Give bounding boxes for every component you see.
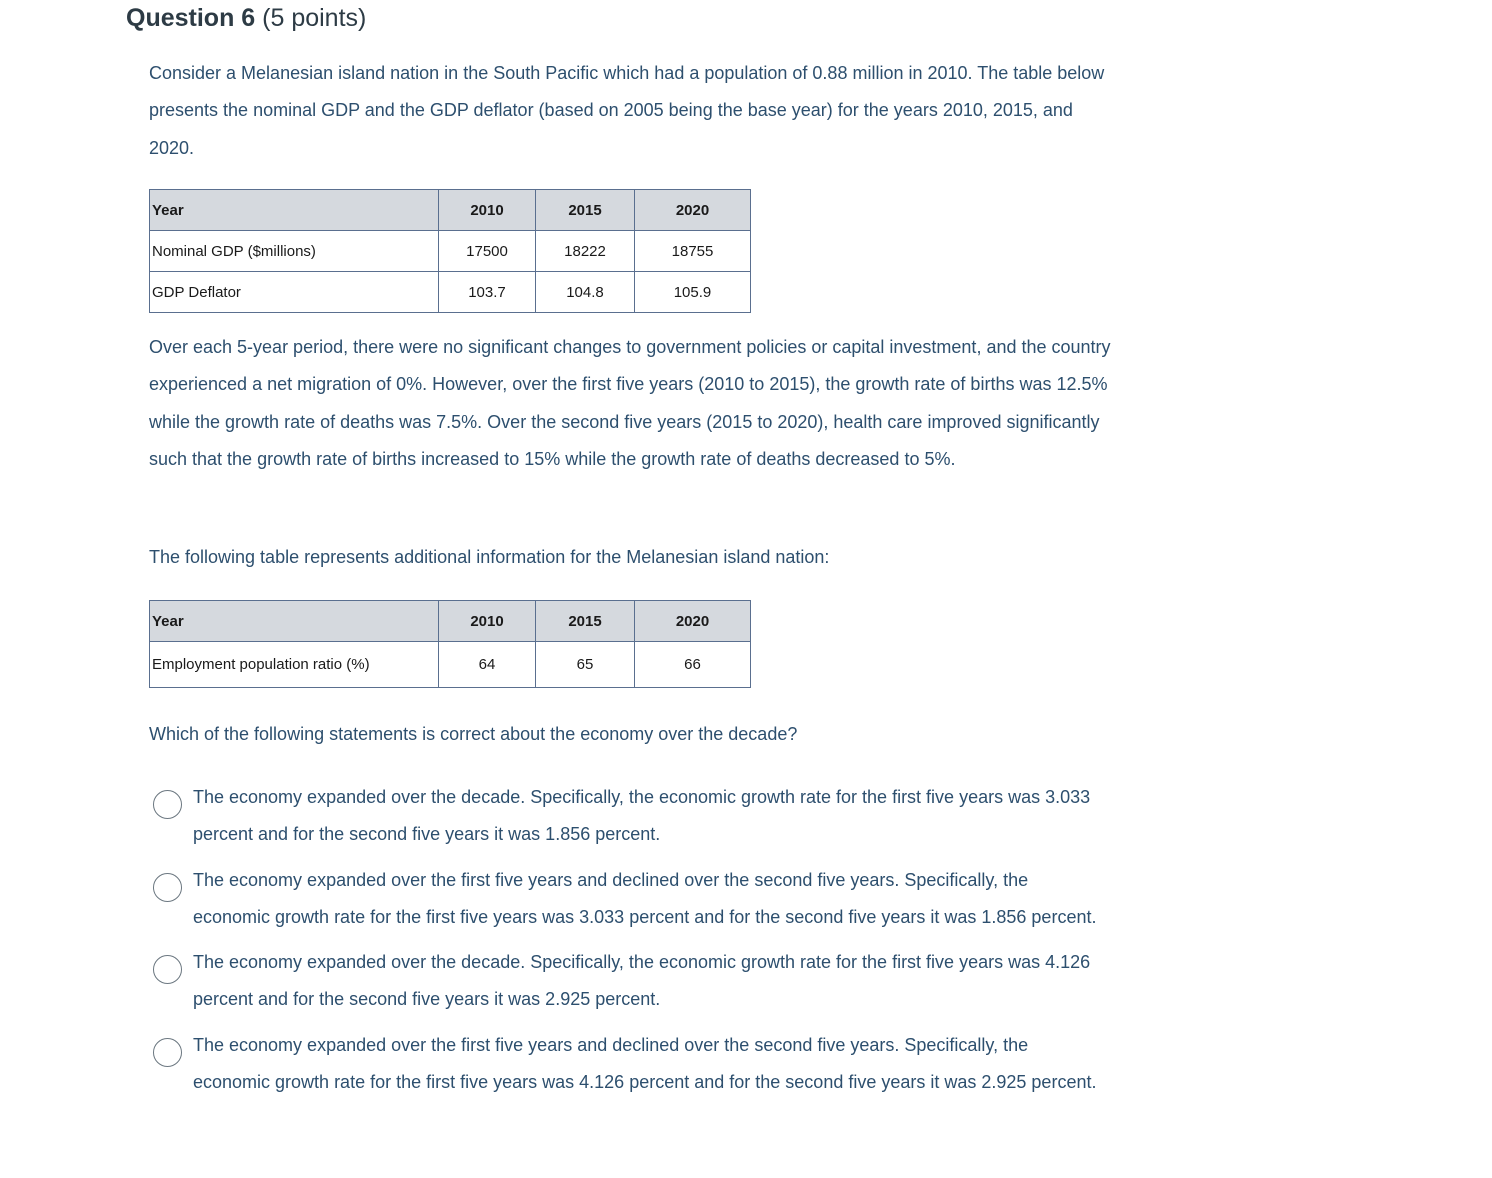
table-header-cell: 2010 bbox=[439, 601, 536, 642]
question-prompt: Which of the following statements is correct about the economy over the decade? bbox=[149, 724, 798, 744]
radio-button[interactable] bbox=[153, 873, 182, 902]
answer-option[interactable] bbox=[152, 1027, 1112, 1102]
table-header-cell: 2015 bbox=[536, 190, 635, 231]
table-cell: 65 bbox=[536, 642, 635, 688]
table-cell: 64 bbox=[439, 642, 536, 688]
gdp-table bbox=[149, 189, 751, 313]
answer-option-label[interactable]: The economy expanded over the decade. Specifically, the economic growth rate for the first five years was 4.126 percent and for the second five years it was 2.925 percent. bbox=[193, 952, 1091, 1010]
table-cell: 18755 bbox=[635, 231, 751, 272]
table-header-cell: Year bbox=[150, 190, 439, 231]
table-header-cell: 2020 bbox=[635, 190, 751, 231]
answer-option-label[interactable]: The economy expanded over the decade. Specifically, the economic growth rate for the first five years was 3.033 percent and for the second five years it was 1.856 percent. bbox=[193, 787, 1091, 845]
table-header-cell: 2020 bbox=[635, 601, 751, 642]
table-row bbox=[150, 231, 751, 272]
table-header-cell: 2015 bbox=[536, 601, 635, 642]
table-cell: 104.8 bbox=[536, 272, 635, 313]
row-label-employment-ratio: Employment population ratio (%) bbox=[150, 642, 439, 688]
radio-button[interactable] bbox=[153, 955, 182, 984]
table-header-row bbox=[150, 190, 751, 231]
table-cell: 66 bbox=[635, 642, 751, 688]
employment-table bbox=[149, 600, 751, 688]
row-label-nominal-gdp: Nominal GDP ($millions) bbox=[150, 231, 439, 272]
table-header-cell: 2010 bbox=[439, 190, 536, 231]
radio-button[interactable] bbox=[153, 1038, 182, 1067]
population-paragraph: Over each 5-year period, there were no significant changes to government policies or capital investment, and the country experienced a net migration of 0%. However, over the first five years (2010 to 2015), the growth rate of births was 12.5% while the growth rate of deaths was 7.5%. Over the second five years (2015 to 2020), health care improved significantly such that the growth rate of births increased to 15% while the growth rate of deaths decreased to 5%. bbox=[149, 337, 1111, 469]
radio-button[interactable] bbox=[153, 790, 182, 819]
table-cell: 105.9 bbox=[635, 272, 751, 313]
question-title: Question 6 bbox=[126, 4, 256, 32]
question-points: (5 points) bbox=[262, 4, 367, 32]
table-cell: 17500 bbox=[439, 231, 536, 272]
answer-option[interactable] bbox=[152, 944, 1112, 1019]
answer-option[interactable] bbox=[152, 779, 1112, 854]
table-cell: 103.7 bbox=[439, 272, 536, 313]
additional-info-paragraph: The following table represents additional information for the Melanesian island nation: bbox=[149, 547, 830, 567]
row-label-gdp-deflator: GDP Deflator bbox=[150, 272, 439, 313]
answer-options bbox=[152, 779, 1112, 1109]
table-row bbox=[150, 642, 751, 688]
table-row bbox=[150, 272, 751, 313]
answer-option[interactable] bbox=[152, 862, 1112, 937]
question-header bbox=[126, 4, 366, 33]
table-cell: 18222 bbox=[536, 231, 635, 272]
table-header-row bbox=[150, 601, 751, 642]
answer-option-label[interactable]: The economy expanded over the first five years and declined over the second five years. Specifically, the economic growth rate for the first five years was 4.126 percent and for the second five years it was 2.925 percent. bbox=[193, 1034, 1097, 1093]
intro-paragraph: Consider a Melanesian island nation in the South Pacific which had a population of 0.88 million in 2010. The table below presents the nominal GDP and the GDP deflator (based on 2005 being the base year) for the years 2010, 2015, and 2020. bbox=[149, 63, 1105, 158]
answer-option-label[interactable]: The economy expanded over the first five years and declined over the second five years. Specifically, the economic growth rate for the first five years was 3.033 percent and for the second five years it was 1.856 percent. bbox=[193, 869, 1097, 927]
table-header-cell: Year bbox=[150, 601, 439, 642]
